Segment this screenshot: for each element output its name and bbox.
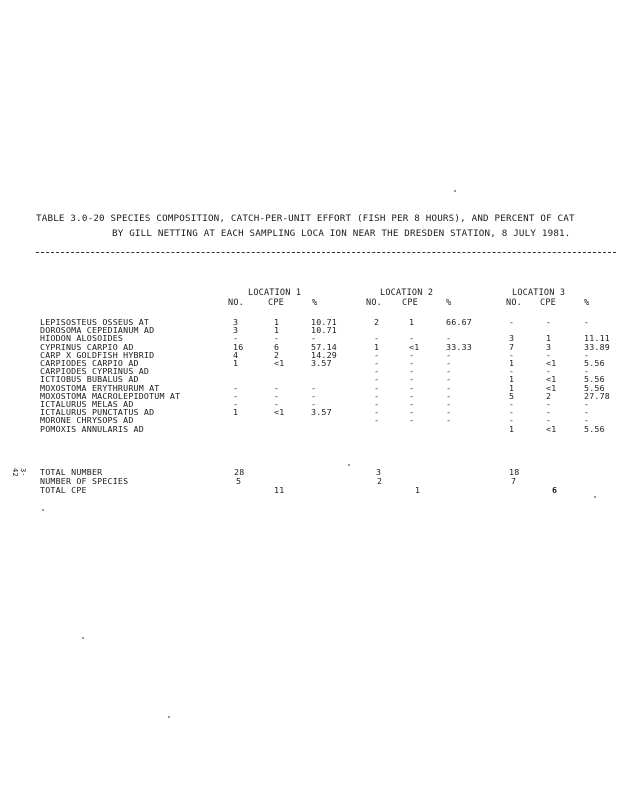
table-cell: 3 (546, 341, 552, 352)
species-name: MORONE CHRYSOPS AD (40, 415, 134, 426)
table-cell: 3.57 (311, 358, 332, 368)
scan-speck (42, 509, 44, 511)
table-cell: - (374, 374, 380, 385)
species-name: LEPISOSTEUS OSSEUS AT (40, 317, 150, 327)
table-cell: - (374, 349, 380, 360)
table-cell: - (409, 358, 415, 368)
table-cell: 1 (409, 317, 415, 327)
loc2-pct-header: % (446, 298, 452, 308)
loc1-no-header: NO. (228, 298, 244, 308)
table-cell: 4 (233, 349, 239, 360)
table-cell: - (509, 317, 515, 327)
table-cell: - (546, 399, 552, 409)
table-cell: - (446, 333, 452, 344)
table-cell: - (584, 407, 590, 418)
table-cell: 3 (233, 317, 239, 327)
table-cell: 1 (509, 374, 515, 385)
table-cell: 1 (546, 333, 552, 344)
loc1-total-number: 28 (234, 467, 245, 477)
table-cell: 57.14 (311, 341, 337, 352)
table-cell: 1 (274, 317, 280, 327)
table-cell: 27.78 (584, 390, 610, 401)
table-cell: 5 (509, 390, 515, 401)
table-cell: - (311, 399, 317, 409)
table-cell: - (584, 415, 590, 426)
species-name: CARPIODES CYPRINUS AD (40, 366, 150, 377)
table-cell: 14.29 (311, 349, 337, 360)
table-cell: - (374, 407, 380, 418)
scan-speck (454, 190, 456, 192)
loc2-total-number: 3 (376, 467, 382, 477)
loc1-number-species: 5 (236, 476, 242, 486)
table-cell: - (409, 415, 415, 426)
species-name: ICTALURUS PUNCTATUS AD (40, 407, 155, 418)
table-cell: - (509, 399, 515, 409)
table-cell: - (233, 333, 239, 344)
table-cell: 6 (274, 341, 280, 352)
table-cell: - (233, 382, 239, 393)
table-title-line-1: TABLE 3.0-20 SPECIES COMPOSITION, CATCH-PER-UNIT EFFORT (FISH PER 8 HOURS), AND PERCENT OF CAT (36, 213, 575, 224)
loc3-pct-header: % (584, 298, 590, 308)
table-cell: - (409, 333, 415, 344)
table-cell: - (274, 390, 280, 401)
table-cell: <1 (274, 358, 285, 368)
table-cell: - (374, 358, 380, 368)
table-cell: - (311, 333, 317, 344)
table-cell: - (409, 407, 415, 418)
table-cell: - (446, 374, 452, 385)
table-cell: <1 (546, 423, 557, 434)
table-cell: 5.56 (584, 358, 605, 368)
scan-speck (594, 496, 596, 498)
table-cell: 5.56 (584, 374, 605, 385)
table-cell: - (311, 390, 317, 401)
species-name: HIODON ALOSOIDES (40, 333, 124, 344)
table-cell: 1 (509, 423, 515, 434)
table-cell: - (446, 399, 452, 409)
table-cell: 5.56 (584, 423, 605, 434)
table-cell: <1 (546, 358, 557, 368)
number-of-species-label: NUMBER OF SPECIES (40, 476, 129, 486)
table-cell: - (509, 415, 515, 426)
table-cell: 1 (374, 341, 380, 352)
loc1-pct-header: % (312, 298, 318, 308)
table-cell: - (509, 366, 515, 377)
page-number-text: 3-42 (11, 468, 27, 477)
table-cell: 66.67 (446, 317, 472, 327)
table-cell: - (584, 366, 590, 377)
loc2-no-header: NO. (366, 298, 382, 308)
loc3-no-header: NO. (506, 298, 522, 308)
species-name: CYPRINUS CARPIO AD (40, 341, 134, 352)
loc1-total-cpe: 11 (274, 485, 285, 495)
table-cell: - (374, 382, 380, 393)
scan-speck (82, 637, 84, 639)
table-cell: - (446, 382, 452, 393)
table-cell: - (546, 366, 552, 377)
location-1-header: LOCATION 1 (248, 288, 302, 298)
total-cpe-label: TOTAL CPE (40, 485, 87, 495)
scan-speck (168, 716, 170, 718)
table-cell: <1 (409, 341, 420, 352)
table-cell: 10.71 (311, 317, 337, 327)
table-cell: - (509, 349, 515, 360)
loc2-total-cpe: 1 (415, 485, 421, 495)
table-cell: - (446, 358, 452, 368)
table-cell: 16 (233, 341, 244, 352)
table-cell: 33.89 (584, 341, 610, 352)
table-cell: 1 (233, 407, 239, 418)
table-cell: - (409, 349, 415, 360)
table-cell: 33.33 (446, 341, 472, 352)
table-cell: - (374, 390, 380, 401)
table-cell: - (374, 333, 380, 344)
table-cell: 1 (509, 358, 515, 368)
table-cell: - (409, 382, 415, 393)
location-2-header: LOCATION 2 (380, 288, 434, 298)
table-cell: 1 (233, 358, 239, 368)
table-cell: 3.57 (311, 407, 332, 418)
table-cell: - (374, 415, 380, 426)
species-name: ICTALURUS MELAS AD (40, 399, 134, 409)
table-cell: - (584, 349, 590, 360)
table-cell: - (409, 366, 415, 377)
table-cell: - (446, 407, 452, 418)
loc1-cpe-header: CPE (268, 298, 284, 308)
table-cell: 1 (274, 325, 280, 336)
table-cell: - (446, 415, 452, 426)
table-cell: - (584, 317, 590, 327)
table-cell: - (311, 382, 317, 393)
species-name: POMOXIS ANNULARIS AD (40, 423, 144, 434)
loc3-total-cpe: 6 (552, 485, 558, 495)
species-name: CARP X GOLDFISH HYBRID (40, 349, 155, 360)
table-cell: 5.56 (584, 382, 605, 393)
table-cell: 3 (509, 333, 515, 344)
table-cell: - (409, 390, 415, 401)
species-name: MOXOSTOMA ERYTHRURUM AT (40, 382, 160, 393)
table-cell: - (509, 407, 515, 418)
table-cell: 10.71 (311, 325, 337, 336)
table-cell: - (274, 399, 280, 409)
table-cell: - (274, 382, 280, 393)
table-cell: - (546, 349, 552, 360)
table-cell: <1 (546, 382, 557, 393)
species-name: ICTIOBUS BUBALUS AD (40, 374, 139, 385)
table-cell: - (446, 390, 452, 401)
table-cell: 7 (509, 341, 515, 352)
table-cell: - (546, 415, 552, 426)
table-cell: 2 (374, 317, 380, 327)
species-name: DOROSOMA CEPEDIANUM AD (40, 325, 155, 336)
loc3-number-species: 7 (511, 476, 517, 486)
table-cell: - (274, 333, 280, 344)
table-cell: - (546, 317, 552, 327)
table-cell: - (446, 349, 452, 360)
species-name: MOXOSTOMA MACROLEPIDOTUM AT (40, 390, 181, 401)
table-cell: 3 (233, 325, 239, 336)
scan-speck (348, 464, 350, 466)
location-3-header: LOCATION 3 (512, 288, 566, 298)
table-cell: - (546, 407, 552, 418)
total-number-label: TOTAL NUMBER (40, 467, 103, 477)
table-cell: 2 (546, 390, 552, 401)
table-cell: - (374, 366, 380, 377)
table-cell: <1 (274, 407, 285, 418)
table-cell: 11.11 (584, 333, 610, 344)
table-cell: - (446, 366, 452, 377)
loc2-number-species: 2 (377, 476, 383, 486)
table-cell: - (409, 399, 415, 409)
table-cell: - (584, 399, 590, 409)
table-cell: - (233, 390, 239, 401)
table-cell: 1 (509, 382, 515, 393)
loc2-cpe-header: CPE (402, 298, 418, 308)
table-cell: - (409, 374, 415, 385)
table-cell: - (374, 399, 380, 409)
table-title-line-2: BY GILL NETTING AT EACH SAMPLING LOCA ION NEAR THE DRESDEN STATION, 8 JULY 1981. (112, 228, 571, 239)
species-name: CARPIODES CARPIO AD (40, 358, 139, 368)
loc3-total-number: 18 (509, 467, 520, 477)
loc3-cpe-header: CPE (540, 298, 556, 308)
table-cell: 2 (274, 349, 280, 360)
table-cell: - (233, 399, 239, 409)
table-cell: <1 (546, 374, 557, 385)
